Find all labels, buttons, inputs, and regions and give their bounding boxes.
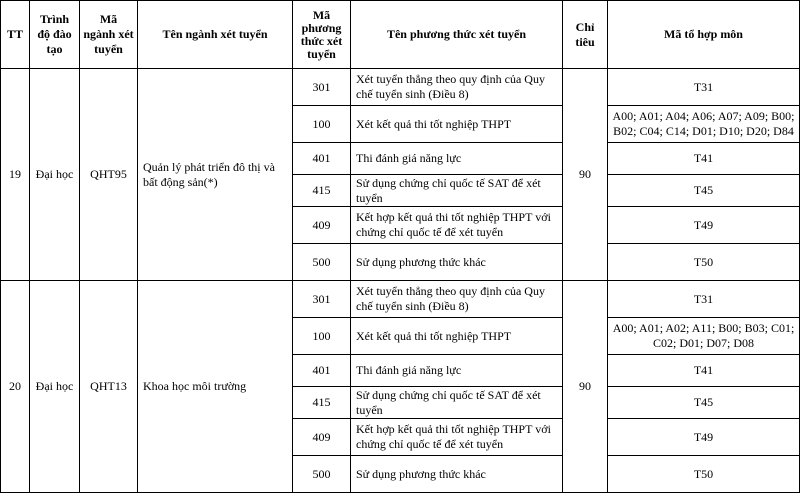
cell-method-code: 301	[293, 281, 351, 318]
cell-method-code: 415	[293, 175, 351, 207]
cell-method-name: Sử dụng chứng chỉ quốc tế SAT để xét tuyển	[351, 175, 563, 207]
cell-method-code: 415	[293, 387, 351, 419]
cell-major-code: QHT13	[80, 281, 138, 493]
cell-quota: 90	[563, 69, 608, 281]
cell-method-code: 301	[293, 69, 351, 106]
header-level: Trình độ đào tạo	[30, 1, 80, 69]
cell-method-code: 401	[293, 355, 351, 387]
cell-combo: T50	[608, 244, 800, 281]
table-row	[1, 281, 800, 318]
cell-level: Đại học	[30, 69, 80, 281]
cell-combo: T31	[608, 69, 800, 106]
header-major-code: Mã ngành xét tuyển	[80, 1, 138, 69]
header-major-name: Tên ngành xét tuyển	[138, 1, 293, 69]
cell-quota: 90	[563, 281, 608, 493]
cell-method-name: Sử dụng phương thức khác	[351, 244, 563, 281]
cell-combo: A00; A01; A02; A11; B00; B03; C01; C02; D01; D07; D08	[608, 318, 800, 355]
cell-method-name: Sử dụng chứng chỉ quốc tế SAT để xét tuyển	[351, 387, 563, 419]
cell-method-name: Thi đánh giá năng lực	[351, 143, 563, 175]
cell-method-code: 409	[293, 207, 351, 244]
cell-method-name: Thi đánh giá năng lực	[351, 355, 563, 387]
cell-major-code: QHT95	[80, 69, 138, 281]
header-method-code: Mã phương thức xét tuyển	[293, 1, 351, 69]
table-row	[1, 69, 800, 106]
cell-method-name: Xét kết quả thi tốt nghiệp THPT	[351, 318, 563, 355]
cell-method-name: Xét tuyển thẳng theo quy định của Quy chế tuyển sinh (Điều 8)	[351, 281, 563, 318]
cell-combo: T45	[608, 387, 800, 419]
cell-method-name: Xét tuyển thẳng theo quy định của Quy chế tuyển sinh (Điều 8)	[351, 69, 563, 106]
cell-level: Đại học	[30, 281, 80, 493]
cell-method-code: 100	[293, 106, 351, 143]
cell-combo: T49	[608, 419, 800, 456]
cell-combo: T31	[608, 281, 800, 318]
cell-combo: T41	[608, 355, 800, 387]
header-tt: TT	[1, 1, 30, 69]
header-method-name: Tên phương thức xét tuyển	[351, 1, 563, 69]
cell-method-code: 500	[293, 456, 351, 493]
cell-method-code: 409	[293, 419, 351, 456]
header-combo: Mã tổ hợp môn	[608, 1, 800, 69]
cell-method-name: Kết hợp kết quả thi tốt nghiệp THPT với chứng chỉ quốc tế để xét tuyển	[351, 207, 563, 244]
cell-method-code: 100	[293, 318, 351, 355]
cell-combo: T45	[608, 175, 800, 207]
header-quota: Chỉ tiêu	[563, 1, 608, 69]
cell-combo: A00; A01; A04; A06; A07; A09; B00; B02; C04; C14; D01; D10; D20; D84	[608, 106, 800, 143]
cell-method-code: 500	[293, 244, 351, 281]
cell-method-name: Kết hợp kết quả thi tốt nghiệp THPT với chứng chỉ quốc tế để xét tuyển	[351, 419, 563, 456]
cell-major-name: Khoa học môi trường	[138, 281, 293, 493]
cell-combo: T41	[608, 143, 800, 175]
cell-combo: T50	[608, 456, 800, 493]
cell-method-code: 401	[293, 143, 351, 175]
cell-tt: 19	[1, 69, 30, 281]
cell-major-name: Quản lý phát triển đô thị và bất động sản(*)	[138, 69, 293, 281]
header-row	[1, 1, 800, 69]
cell-method-name: Sử dụng phương thức khác	[351, 456, 563, 493]
cell-method-name: Xét kết quả thi tốt nghiệp THPT	[351, 106, 563, 143]
cell-combo: T49	[608, 207, 800, 244]
cell-tt: 20	[1, 281, 30, 493]
